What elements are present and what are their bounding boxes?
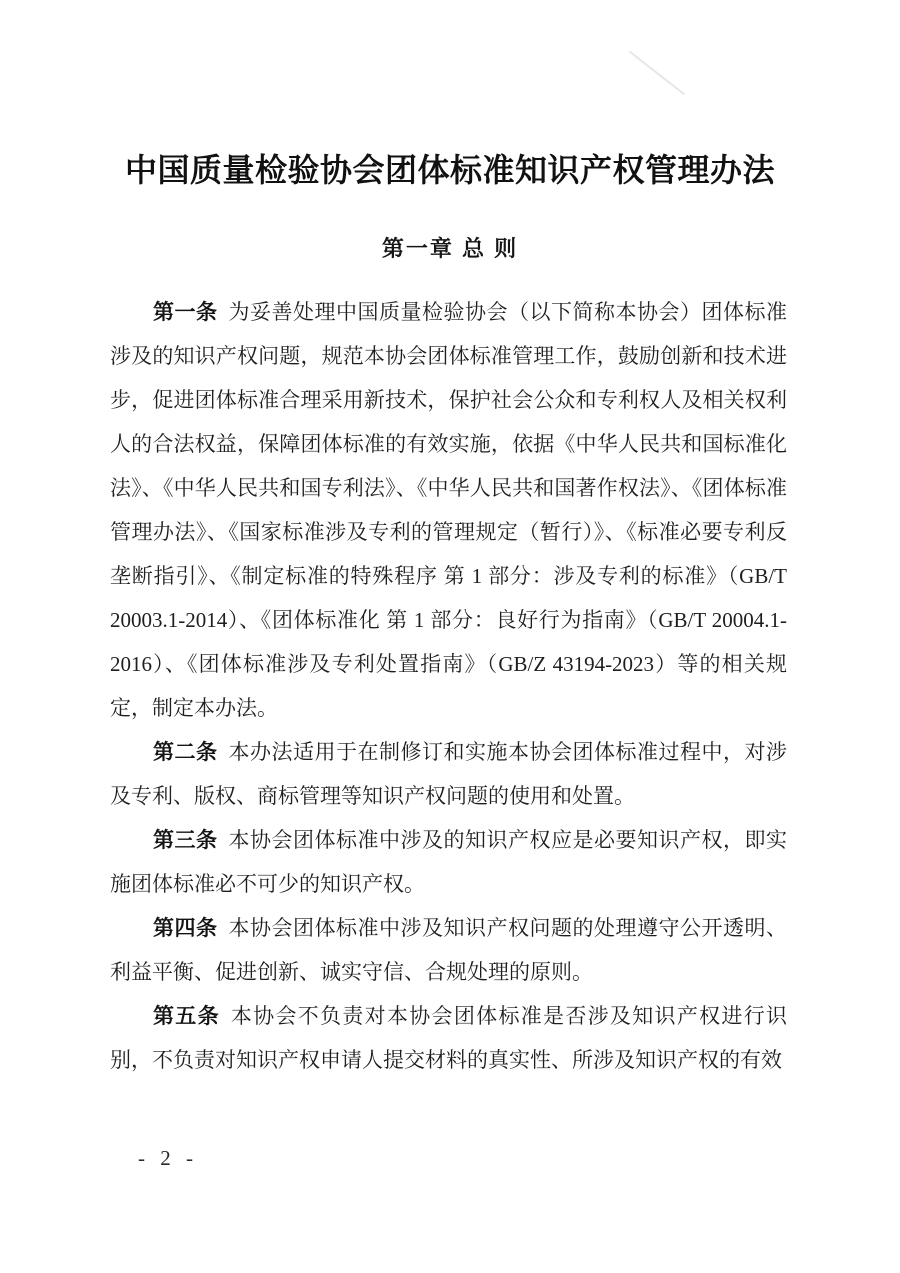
article-1-label: 第一条 — [153, 300, 218, 324]
article-5-label: 第五条 — [153, 1004, 220, 1028]
article-paragraph-4 — [110, 906, 787, 994]
article-paragraph-2 — [110, 730, 787, 818]
chapter-heading: 第一章 总 则 — [381, 236, 519, 261]
article-3-label: 第三条 — [153, 828, 218, 852]
article-paragraph-5 — [110, 994, 787, 1082]
article-2-text: 本办法适用于在制修订和实施本协会团体标准过程中，对涉及专利、版权、商标管理等知识产权问题的使用和处置。 — [110, 740, 787, 808]
document-title: 中国质量检验协会团体标准知识产权管理办法 — [124, 152, 775, 188]
page-number: - 2 - — [138, 1146, 198, 1170]
article-paragraph-1 — [110, 290, 787, 730]
article-5-text: 本协会不负责对本协会团体标准是否涉及知识产权进行识别，不负责对知识产权申请人提交材料的真实性、所涉及知识产权的有效 — [110, 1004, 787, 1072]
article-2-label: 第二条 — [153, 740, 218, 764]
article-4-text: 本协会团体标准中涉及知识产权问题的处理遵守公开透明、利益平衡、促进创新、诚实守信、合规处理的原则。 — [110, 916, 787, 984]
article-4-label: 第四条 — [153, 916, 218, 940]
article-paragraph-3 — [110, 818, 787, 906]
document-body — [110, 290, 787, 1082]
scan-artifact — [629, 51, 685, 96]
article-3-text: 本协会团体标准中涉及的知识产权应是必要知识产权，即实施团体标准必不可少的知识产权。 — [110, 828, 787, 896]
article-1-text: 为妥善处理中国质量检验协会（以下简称本协会）团体标准涉及的知识产权问题，规范本协会团体标准管理工作，鼓励创新和技术进步，促进团体标准合理采用新技术，保护社会公众和专利权人及相关权利人的合法权益，保障团体标准的有效实施，依据《中华人民共和国标准化法》、《中华人民共和国专利法》、《中华人民共和国著作权法》、《团体标准管理办法》、《国家标准涉及专利的管理规定（暂行）》、《标准必要专利反垄断指引》、《制定标准的特殊程序 第 1 部分：涉及专利的标准》（GB/T 20003.1-2014）、《团体标准化 第 1 部分：良好行为指南》（GB/T 20004.1-2016）、《团体标准涉及专利处置指南》（GB/Z 43194-2023）等的相关规定，制定本办法。 — [110, 300, 787, 720]
